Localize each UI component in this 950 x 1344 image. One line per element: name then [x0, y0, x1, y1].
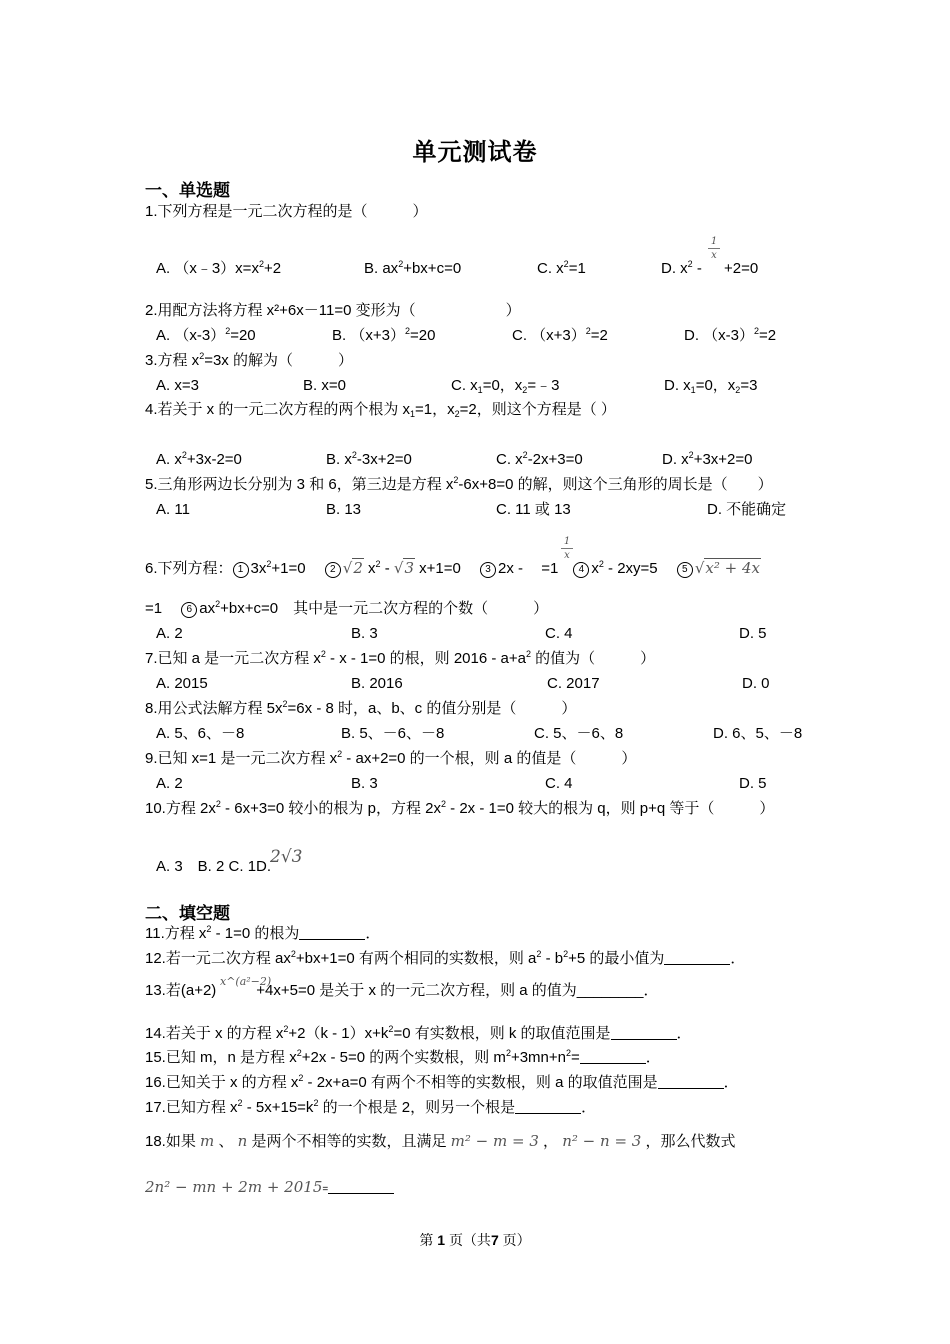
question-1-option-a: A. $(x﹣3)x=x^2+2$ [156, 259, 282, 277]
question-9-option-b: B. 3 [351, 775, 378, 792]
math-m-image: m [200, 1132, 215, 1150]
question-9-option-a: A. 2 [156, 775, 183, 792]
question-17: 17.已知方程 $x^2 - 5x+15=k^2$ 的一个根是 2，则另一个根是 ． [145, 1098, 597, 1116]
current-page-number: 1 [437, 1232, 446, 1248]
question-5-option-c: C. 11 或 13 [496, 501, 571, 518]
page-title: 单元测试卷 [412, 139, 538, 166]
section-heading-fill-blank: 二、填空题 [145, 904, 230, 923]
question-3-stem: 3.方程 $x^2=3x$ 的解为（ ） [145, 351, 353, 369]
question-1-stem: 1.下列方程是一元二次方程的是（ ） [145, 203, 428, 220]
question-2-option-b: B. $(x+3)^2=20$ [332, 326, 436, 344]
question-7-option-c: C. 2017 [547, 675, 600, 692]
question-4-option-d: D. $x^2+3x+2=0$ [662, 450, 753, 468]
question-6-option-a: A. 2 [156, 625, 183, 642]
question-3-option-b: B. x=0 [303, 377, 346, 394]
question-15: 15.已知 m，n 是方程 $x^2+2x - 5=0$ 的两个实数根，则 $m^2+3mn+n^2=$ ． [145, 1048, 661, 1066]
question-12: 12.若一元二次方程 $ax^2+bx+1=0$ 有两个相同的实数根，则 $a^2 - b^2+5$ 的最小值为 ． [145, 949, 746, 967]
question-6-stem-line2: =1 6 $ax^2+bx+c=0$ 其中是一元二次方程的个数（ ） [145, 599, 549, 617]
question-1-option-c: C. $x^2=1$ [537, 259, 586, 277]
question-3-option-c: C. $x_1=0$，$x_2=﹣3$ [451, 377, 560, 395]
question-1-fraction-image: 1 x [708, 236, 720, 261]
question-6-option-c: C. 4 [545, 625, 573, 642]
question-4-option-b: B. $x^2-3x+2=0$ [326, 450, 412, 468]
question-2-stem: 2.用配方法将方程 x²+6x－11=0 变形为（ ） [145, 302, 521, 319]
math-equation-1-image: m² − m = 3 [450, 1132, 539, 1150]
question-6-fraction-image: 1 x [561, 536, 573, 561]
question-9-option-c: C. 4 [545, 775, 573, 792]
math-expression-image: 2n² − mn + 2m + 2015 [145, 1178, 323, 1196]
question-9-option-d: D. 5 [739, 775, 767, 792]
question-2-option-c: C. $(x+3)^2=2$ [512, 326, 608, 344]
question-16: 16.已知关于 x 的方程 $x^2 - 2x+a=0$ 有两个不相等的实数根，则 a 的取值范围是 ． [145, 1073, 739, 1091]
question-4-stem: 4.若关于 x 的一元二次方程的两个根为 $x_1=1$，$x_2=2$，则这个方程是（ ） [145, 401, 616, 419]
page-footer: 第 1 页（共7 页） [419, 1232, 531, 1248]
question-2-option-a: A. $(x-3)^2=20$ [156, 326, 256, 344]
question-14: 14.若关于 x 的方程 $x^2+2(k - 1)x+k^2=0$ 有实数根，则 k 的取值范围是 ． [145, 1024, 692, 1042]
question-4-option-a: A. $x^2+3x-2=0$ [156, 450, 242, 468]
question-18-line1: 18.如果 m 、 n 是两个不相等的实数，且满足 m² − m = 3 ， n² − n = 3 ，那么代数式 [145, 1132, 736, 1150]
question-9-stem: 9.已知 x=1 是一元二次方程 $x^2 - ax+2=0$ 的一个根，则 a 的值是（ ） [145, 749, 637, 767]
question-8-option-c: C. 5、－6、8 [534, 725, 624, 742]
section-heading-single-choice: 一、单选题 [145, 181, 230, 200]
math-n-image: n [237, 1132, 248, 1150]
question-5-stem: 5.三角形两边长分别为 3 和 6，第三边是方程 $x^2-6x+8=0$ 的解，则这个三角形的周长是（ ） [145, 475, 773, 493]
question-18-line2: 2n² − mn + 2m + 2015= [145, 1177, 394, 1200]
question-10-stem: 10.方程 $2x^2 - 6x+3=0$ 较小的根为 p，方程 $2x^2 - 2x - 1=0$ 较大的根为 q，则 p+q 等于（ ） [145, 799, 775, 817]
question-8-option-b: B. 5、－6、－8 [341, 725, 445, 742]
question-7-stem: 7.已知 a 是一元二次方程 $x^2 - x - 1=0$ 的根，则 $2016 - a+a^2$ 的值为（ ） [145, 649, 656, 667]
question-3-option-a: A. x=3 [156, 377, 199, 394]
question-8-stem: 8.用公式法解方程 $5x^2=6x - 8$ 时，a、b、c 的值分别是（ ） [145, 699, 577, 717]
question-5-option-d: D. 不能确定 [707, 501, 787, 518]
question-4-option-c: C. $x^2-2x+3=0$ [496, 450, 583, 468]
question-2-option-d: D. $(x-3)^2=2$ [684, 326, 777, 344]
question-1-option-d: D. $x^2 - +2=0$ [661, 259, 759, 277]
question-7-option-d: D. 0 [742, 675, 770, 692]
question-13-exponent-image: x^(a²−2) [220, 975, 272, 988]
question-7-option-a: A. 2015 [156, 675, 208, 692]
question-5-option-a: A. 11 [156, 501, 190, 518]
question-13: 13.若(a+2) +4x+5=0 是关于 x 的一元二次方程，则 a 的值为________． [145, 982, 659, 999]
question-8-option-d: D. 6、5、－8 [713, 725, 803, 742]
question-6-option-d: D. 5 [739, 625, 767, 642]
question-6-stem: 6.下列方程： 1 $3x^2+1=0$ 2 √2 $x^2 - √3$ x+1=0 3 2x - =1 4 $x^2 - 2xy=5$ 5 √x² + 4x [145, 559, 760, 577]
question-10-option-d-math: 2√3 [270, 847, 303, 867]
question-11: 11.方程 $x^2 - 1=0$ 的根为 ． [145, 924, 381, 942]
question-1-option-b: B. $ax^2+bx+c=0$ [364, 259, 462, 277]
question-10-options: A. 3 B. 2 C. 1D. [156, 858, 272, 875]
total-pages: 7 [490, 1232, 499, 1248]
question-5-option-b: B. 13 [326, 501, 362, 518]
question-8-option-a: A. 5、6、－8 [156, 725, 245, 742]
math-equation-2-image: n² − n = 3 [562, 1132, 642, 1150]
question-6-option-b: B. 3 [351, 625, 378, 642]
question-3-option-d: D. $x_1=0$，$x_2=3$ [664, 377, 758, 395]
question-7-option-b: B. 2016 [351, 675, 403, 692]
